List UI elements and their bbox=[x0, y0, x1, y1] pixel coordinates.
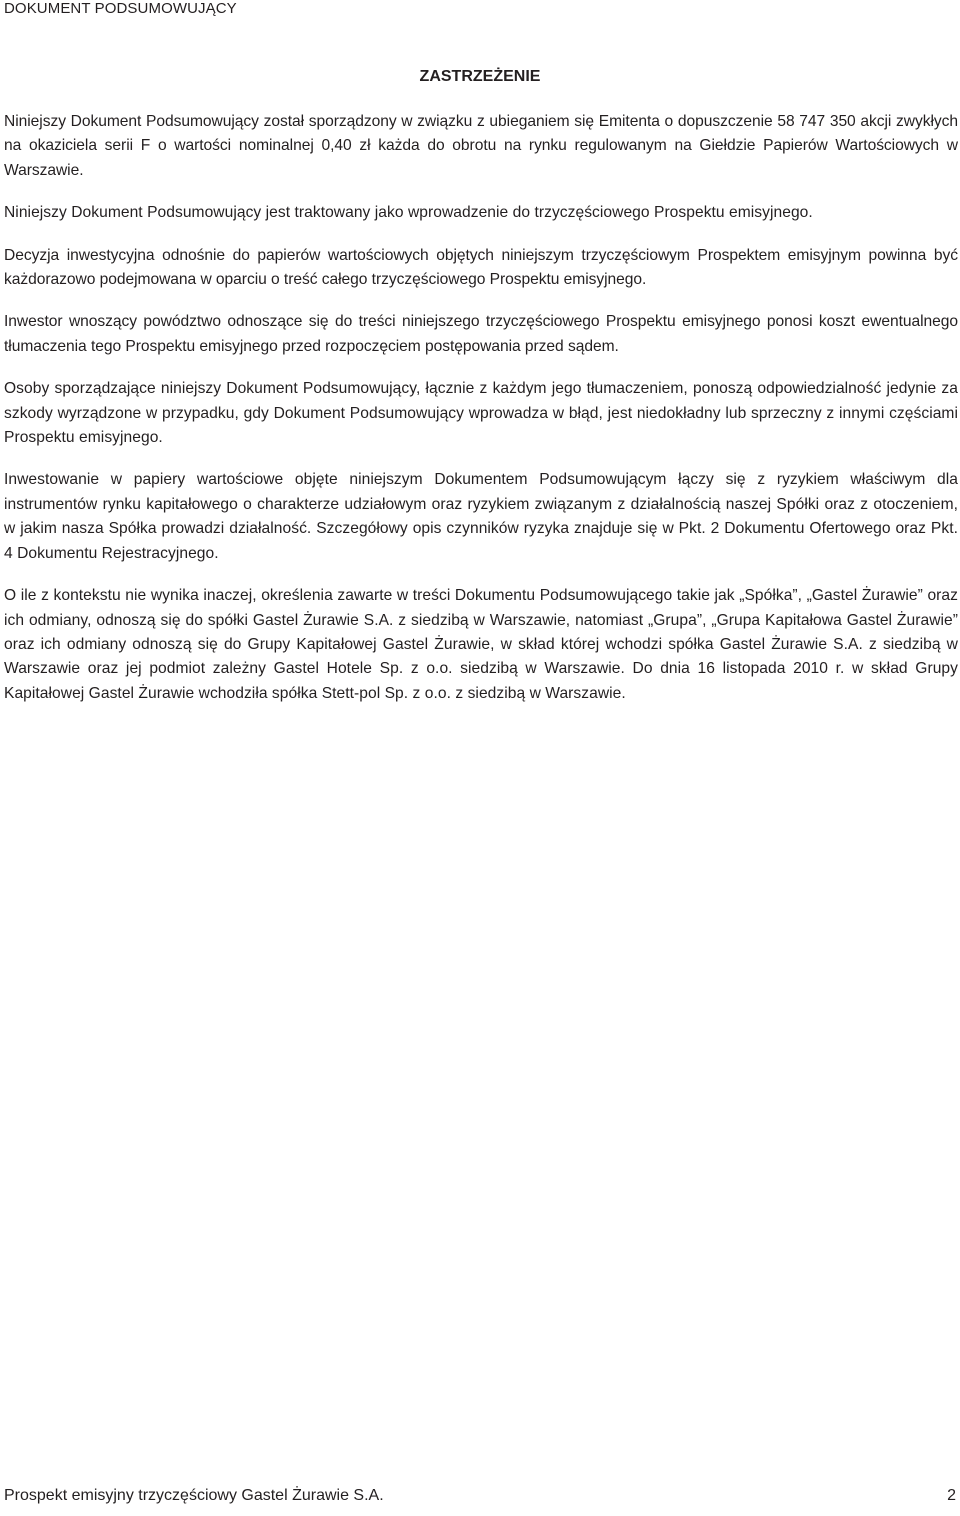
paragraph-definitions: O ile z kontekstu nie wynika inaczej, określenia zawarte w treści Dokumentu Podsumowującego takie jak „Spółka”, „Gastel Żurawie” oraz ich odmiany, odnoszą się do spółki Gastel Żurawie S.A. z siedzibą w Warszawie, natomiast „Grupa”, „Grupa Kapitałowa Gastel Żurawie” oraz ich odmiany odnoszą się do Grupy Kapitałowej Gastel Żurawie, w skład której wchodzi spółka Gastel Żurawie S.A. z siedzibą w Warszawie oraz jej podmiot zależny Gastel Hotele Sp. z o.o. siedzibą w Warszawie. Do dnia 16 listopada 2010 r. w skład Grupy Kapitałowej Gastel Żurawie wchodziła spółka Stett-pol Sp. z o.o. z siedzibą w Warszawie. bbox=[4, 587, 958, 702]
footer-document-name: Prospekt emisyjny trzyczęściowy Gastel Żurawie S.A. bbox=[4, 1487, 384, 1504]
paragraph-translation-cost: Inwestor wnoszący powództwo odnoszące się do treści niniejszego trzyczęściowego Prospektu emisyjnego ponosi koszt ewentualnego tłumaczenia tego Prospektu emisyjnego przed rozpoczęciem postępowania przed sądem. bbox=[4, 313, 958, 355]
paragraph-investment-decision: Decyzja inwestycyjna odnośnie do papierów wartościowych objętych niniejszym trzyczęściowym Prospektem emisyjnym powinna być każdorazowo podejmowana w oparciu o treść całego trzyczęściowego Prospektu emisyjnego. bbox=[4, 246, 958, 289]
paragraph-risk: Inwestowanie w papiery wartościowe objęte niniejszym Dokumentem Podsumowującym łączy się z ryzykiem właściwym dla instrumentów rynku kapitałowego o charakterze udziałowym oraz ryzykiem związanym z działalnością naszej Spółki oraz z otoczeniem, w jakim nasza Spółka prowadzi działalność. Szczegółowy opis czynników ryzyka znajduje się w Pkt. 2 Dokumentu Ofertowego oraz Pkt. 4 Dokumentu Rejestracyjnego. bbox=[4, 471, 958, 562]
running-header: DOKUMENT PODSUMOWUJĄCY bbox=[4, 0, 237, 17]
paragraph-introduction: Niniejszy Dokument Podsumowujący jest traktowany jako wprowadzenie do trzyczęściowego Prospektu emisyjnego. bbox=[4, 204, 813, 222]
paragraph-admission: Niniejszy Dokument Podsumowujący został sporządzony w związku z ubieganiem się Emitenta o dopuszczenie 58 747 350 akcji zwykłych na okaziciela serii F o wartości nominalnej 0,40 zł każda do obrotu na rynku regulowanym na Giełdzie Papierów Wartościowych w Warszawie. bbox=[4, 113, 958, 179]
body-text bbox=[4, 110, 958, 724]
paragraph-liability: Osoby sporządzające niniejszy Dokument Podsumowujący, łącznie z każdym jego tłumaczeniem, ponoszą odpowiedzialność jedynie za szkody wyrządzone w przypadku, gdy Dokument Podsumowujący wprowadza w błąd, jest niedokładny lub sprzeczny z innymi częściami Prospektu emisyjnego. bbox=[4, 380, 958, 447]
footer-page-number: 2 bbox=[947, 1487, 956, 1504]
section-title: ZASTRZEŻENIE bbox=[419, 68, 541, 85]
